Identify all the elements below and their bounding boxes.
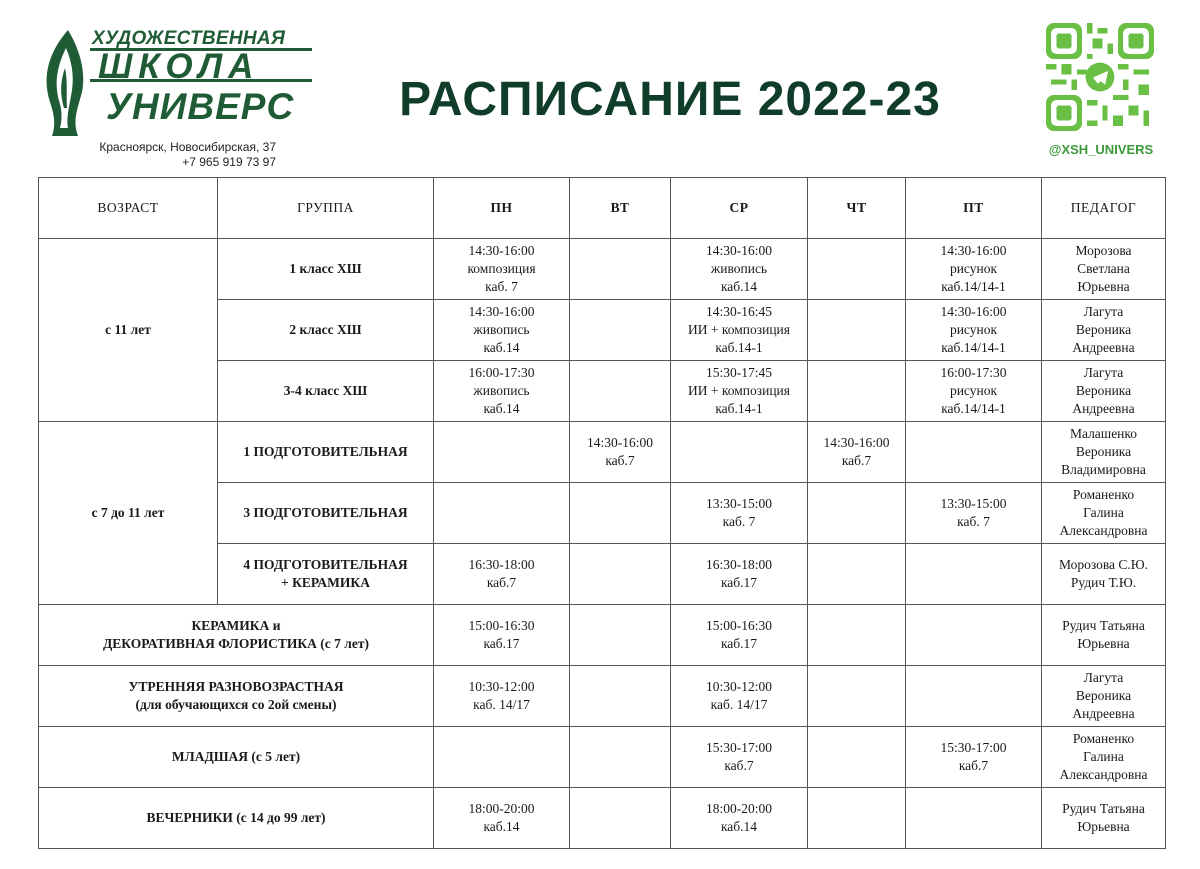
- age-group-cell: с 11 лет: [39, 239, 218, 422]
- group-cell: ВЕЧЕРНИКИ (с 14 до 99 лет): [39, 788, 434, 849]
- header-age: ВОЗРАСТ: [39, 178, 218, 239]
- group-cell: 3-4 класс ХШ: [218, 361, 434, 422]
- page-title: РАСПИСАНИЕ 2022-23: [399, 73, 941, 126]
- tue-cell: [570, 605, 671, 666]
- wed-cell: 14:30-16:00 живопись каб.14: [671, 239, 808, 300]
- school-logo: [38, 24, 295, 174]
- mon-cell: 14:30-16:00 живопись каб.14: [434, 300, 570, 361]
- flame-emblem-icon: [38, 28, 90, 138]
- thu-cell: [808, 727, 906, 788]
- thu-cell: [808, 605, 906, 666]
- thu-cell: [808, 483, 906, 544]
- wed-cell: 15:30-17:00 каб.7: [671, 727, 808, 788]
- logo-text-line3: УНИВЕРС: [106, 86, 295, 127]
- thu-cell: [808, 239, 906, 300]
- teacher-cell: Малашенко Вероника Владимировна: [1042, 422, 1166, 483]
- logo-text-line2: ШКОЛА: [98, 47, 260, 86]
- wed-cell: 10:30-12:00 каб. 14/17: [671, 666, 808, 727]
- qr-code-icon[interactable]: [1046, 23, 1154, 131]
- fri-cell: 15:30-17:00 каб.7: [906, 727, 1042, 788]
- fri-cell: 13:30-15:00 каб. 7: [906, 483, 1042, 544]
- fri-cell: [906, 666, 1042, 727]
- fri-cell: 16:00-17:30 рисунок каб.14/14-1: [906, 361, 1042, 422]
- teacher-cell: Романенко Галина Александровна: [1042, 483, 1166, 544]
- mon-cell: 10:30-12:00 каб. 14/17: [434, 666, 570, 727]
- tue-cell: [570, 300, 671, 361]
- tue-cell: [570, 483, 671, 544]
- teacher-cell: Лагута Вероника Андреевна: [1042, 361, 1166, 422]
- tue-cell: [570, 727, 671, 788]
- school-phone: +7 965 919 73 97: [182, 155, 276, 169]
- group-cell: МЛАДШАЯ (с 5 лет): [39, 727, 434, 788]
- thu-cell: 14:30-16:00 каб.7: [808, 422, 906, 483]
- group-cell: 3 ПОДГОТОВИТЕЛЬНАЯ: [218, 483, 434, 544]
- fri-cell: [906, 544, 1042, 605]
- teacher-cell: Морозова С.Ю. Рудич Т.Ю.: [1042, 544, 1166, 605]
- header-tue: ВТ: [570, 178, 671, 239]
- mon-cell: 16:30-18:00 каб.7: [434, 544, 570, 605]
- group-cell: УТРЕННЯЯ РАЗНОВОЗРАСТНАЯ (для обучающихся со 2ой смены): [39, 666, 434, 727]
- teacher-cell: Лагута Вероника Андреевна: [1042, 666, 1166, 727]
- school-contacts: [50, 140, 276, 170]
- teacher-cell: Романенко Галина Александровна: [1042, 727, 1166, 788]
- age-group-cell: с 7 до 11 лет: [39, 422, 218, 605]
- header-wed: СР: [671, 178, 808, 239]
- fri-cell: [906, 605, 1042, 666]
- table-row: [39, 422, 1166, 483]
- table-row: [39, 788, 1166, 849]
- teacher-cell: Рудич Татьяна Юрьевна: [1042, 605, 1166, 666]
- teacher-cell: Лагута Вероника Андреевна: [1042, 300, 1166, 361]
- logo-text-line2-box: [90, 47, 312, 86]
- mon-cell: [434, 483, 570, 544]
- mon-cell: [434, 422, 570, 483]
- wed-cell: 15:00-16:30 каб.17: [671, 605, 808, 666]
- table-row: [39, 666, 1166, 727]
- table-row: [39, 727, 1166, 788]
- fri-cell: [906, 422, 1042, 483]
- tue-cell: [570, 361, 671, 422]
- wed-cell: 13:30-15:00 каб. 7: [671, 483, 808, 544]
- fri-cell: [906, 788, 1042, 849]
- header-group: ГРУППА: [218, 178, 434, 239]
- teacher-cell: Морозова Светлана Юрьевна: [1042, 239, 1166, 300]
- tue-cell: [570, 544, 671, 605]
- group-cell: 1 класс ХШ: [218, 239, 434, 300]
- mon-cell: 18:00-20:00 каб.14: [434, 788, 570, 849]
- fri-cell: 14:30-16:00 рисунок каб.14/14-1: [906, 239, 1042, 300]
- header-thu: ЧТ: [808, 178, 906, 239]
- logo-text-line1: ХУДОЖЕСТВЕННАЯ: [92, 28, 286, 49]
- header-teacher: ПЕДАГОГ: [1042, 178, 1166, 239]
- fri-cell: 14:30-16:00 рисунок каб.14/14-1: [906, 300, 1042, 361]
- thu-cell: [808, 666, 906, 727]
- group-cell: 4 ПОДГОТОВИТЕЛЬНАЯ + КЕРАМИКА: [218, 544, 434, 605]
- thu-cell: [808, 544, 906, 605]
- tue-cell: [570, 666, 671, 727]
- wed-cell: [671, 422, 808, 483]
- group-cell: 2 класс ХШ: [218, 300, 434, 361]
- teacher-cell: Рудич Татьяна Юрьевна: [1042, 788, 1166, 849]
- thu-cell: [808, 300, 906, 361]
- tue-cell: [570, 788, 671, 849]
- wed-cell: 16:30-18:00 каб.17: [671, 544, 808, 605]
- school-address: Красноярск, Новосибирская, 37: [99, 140, 276, 154]
- thu-cell: [808, 361, 906, 422]
- wed-cell: 15:30-17:45 ИИ + композиция каб.14-1: [671, 361, 808, 422]
- table-row: [39, 605, 1166, 666]
- group-cell: 1 ПОДГОТОВИТЕЛЬНАЯ: [218, 422, 434, 483]
- mon-cell: 16:00-17:30 живопись каб.14: [434, 361, 570, 422]
- tue-cell: 14:30-16:00 каб.7: [570, 422, 671, 483]
- schedule-table: [38, 177, 1166, 849]
- social-handle[interactable]: @XSH_UNIVERS: [1048, 142, 1154, 157]
- wed-cell: 18:00-20:00 каб.14: [671, 788, 808, 849]
- thu-cell: [808, 788, 906, 849]
- header-mon: ПН: [434, 178, 570, 239]
- header-fri: ПТ: [906, 178, 1042, 239]
- mon-cell: [434, 727, 570, 788]
- wed-cell: 14:30-16:45 ИИ + композиция каб.14-1: [671, 300, 808, 361]
- mon-cell: 14:30-16:00 композиция каб. 7: [434, 239, 570, 300]
- tue-cell: [570, 239, 671, 300]
- mon-cell: 15:00-16:30 каб.17: [434, 605, 570, 666]
- table-header-row: [39, 178, 1166, 239]
- table-row: [39, 239, 1166, 300]
- group-cell: КЕРАМИКА и ДЕКОРАТИВНАЯ ФЛОРИСТИКА (с 7 лет): [39, 605, 434, 666]
